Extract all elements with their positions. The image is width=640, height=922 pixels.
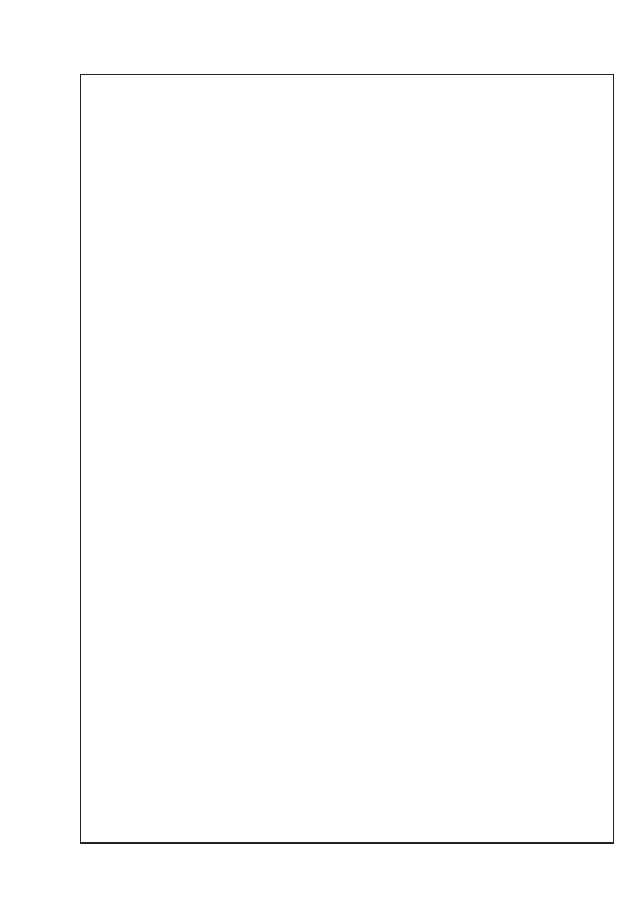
table-border	[81, 842, 613, 843]
schools-table	[80, 74, 614, 844]
